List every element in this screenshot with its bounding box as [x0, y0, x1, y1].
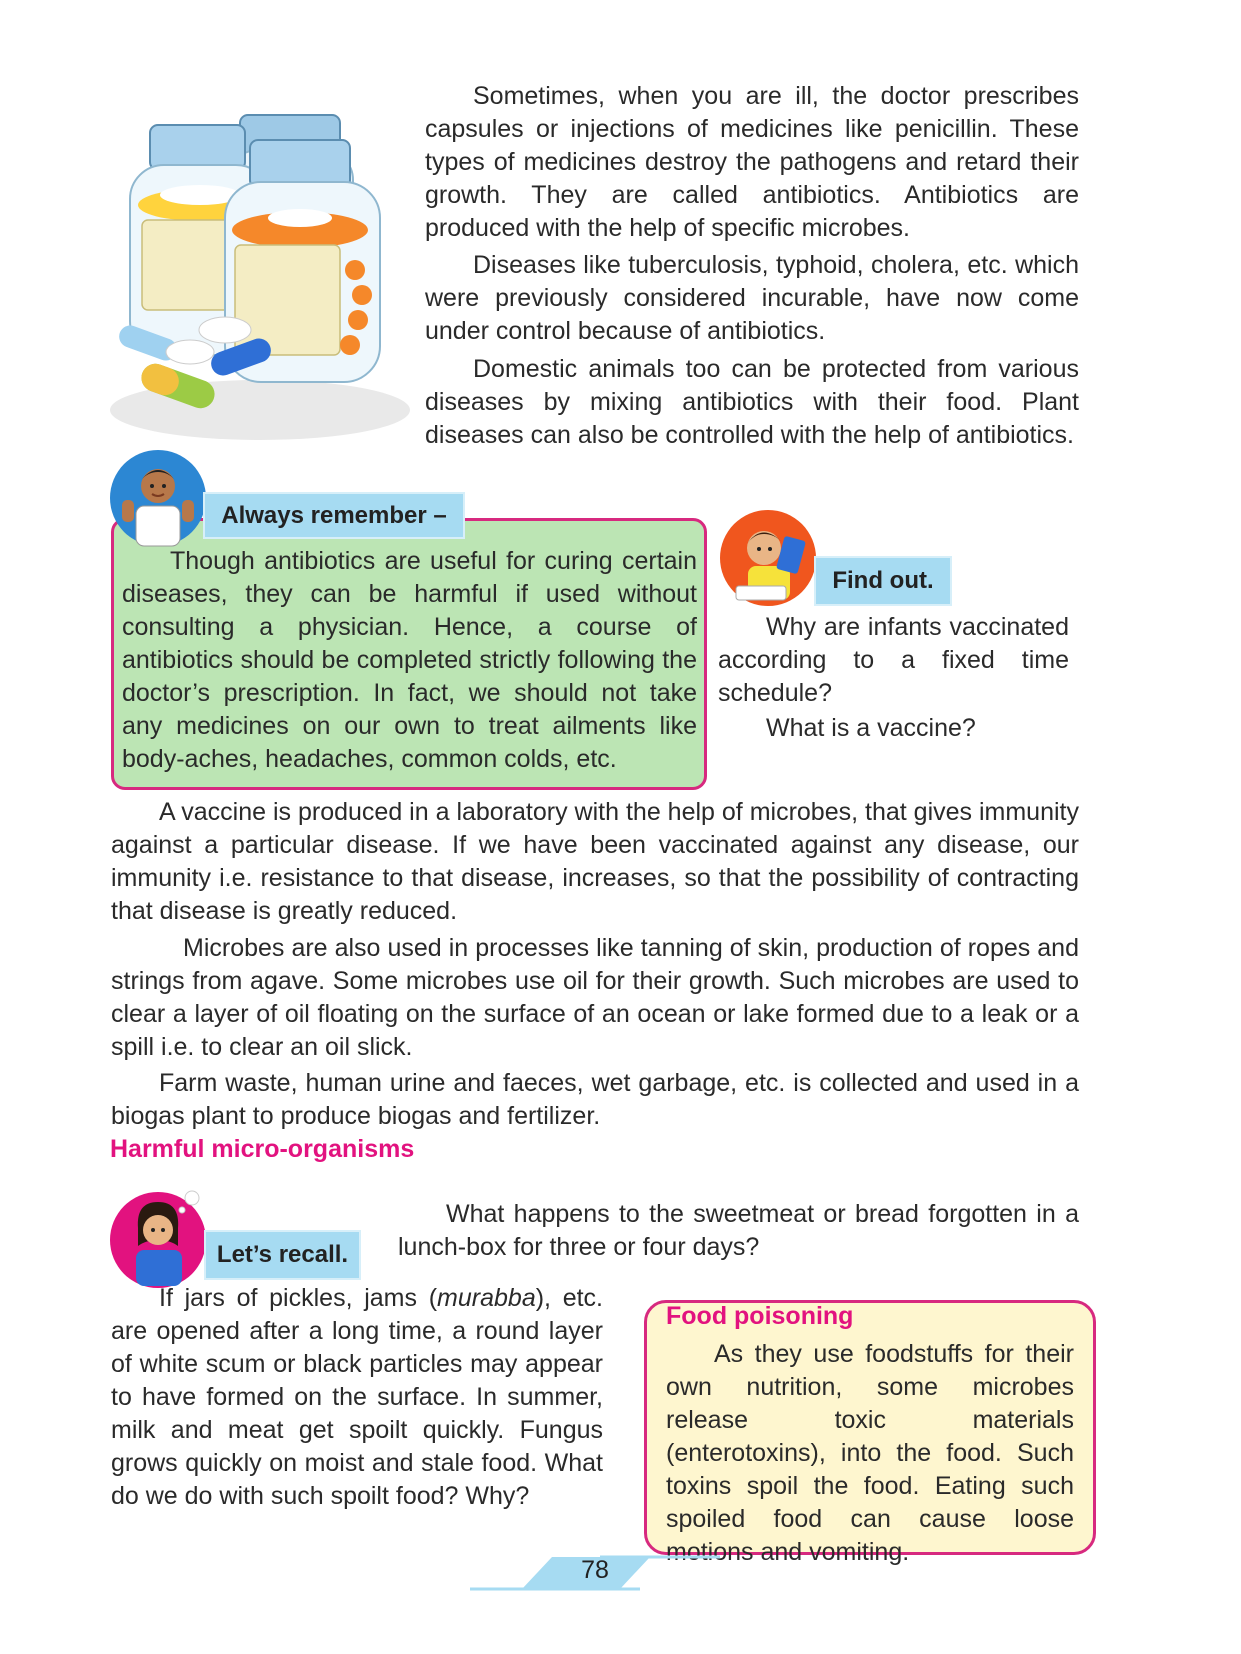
domestic-animals-paragraph: Domestic animals too can be protected from various diseases by mixing antibiotics with their food. Plant diseases can also be controlled with the help of antibiotics. [425, 355, 1079, 449]
microbes-uses-paragraph: Microbes are also used in processes like tanning of skin, production of ropes and strings from agave. Some microbes use oil for their growth. Such microbes are used to clear a layer of oil floating on the surface of an ocean or lake formed due to a leak or a spill i.e. to clear an oil slick. [111, 934, 1079, 1061]
pickles-text-before: If jars of pickles, jams ( [159, 1284, 438, 1312]
medicine-jars-illustration [100, 110, 415, 450]
biogas-paragraph: Farm waste, human urine and faeces, wet garbage, etc. is collected and used in a biogas plant to produce biogas and fertilizer. [111, 1069, 1079, 1130]
food-poisoning-title: Food poisoning [666, 1302, 854, 1330]
harmful-micro-organisms-heading: Harmful micro-organisms [110, 1135, 415, 1163]
boy-student-avatar [108, 448, 208, 548]
pickles-italic-term: murabba [437, 1284, 536, 1312]
page-number: 78 [581, 1556, 609, 1584]
find-out-label: Find out. [814, 556, 952, 606]
boy-reading-avatar [718, 508, 818, 608]
girl-thinking-avatar [108, 1188, 208, 1290]
pickles-text-after: ), etc. are opened after a long time, a round layer of white scum or black particles may appear to have formed on the surface. In summer, milk and meat get spoilt quickly. Fungus grows quickly on moist and stale food. What do we do with such spoilt food? Why? [111, 1284, 603, 1510]
find-out-question-infants: Why are infants vaccinated according to a fixed time schedule? [718, 613, 1069, 707]
lets-recall-label: Let’s recall. [204, 1230, 361, 1280]
pickles-paragraph [111, 1282, 603, 1513]
always-remember-text: Though antibiotics are useful for curing certain diseases, they can be harmful if used without consulting a physician. Hence, a course of antibiotics should be completed strictly following the doctor’s prescription. In fact, we should not take any medicines on our own to treat ailments like body-aches, headaches, common colds, etc. [122, 547, 697, 773]
diseases-paragraph: Diseases like tuberculosis, typhoid, cholera, etc. which were previously considered incurable, have now come under control because of antibiotics. [425, 251, 1079, 345]
antibiotics-paragraph: Sometimes, when you are ill, the doctor prescribes capsules or injections of medicines like penicillin. These types of medicines destroy the pathogens and retard their growth. They are called antibiotics. Antibiotics are produced with the help of specific microbes. [425, 82, 1079, 242]
always-remember-label: Always remember – [203, 492, 465, 539]
vaccine-paragraph: A vaccine is produced in a laboratory with the help of microbes, that gives immunity against a particular disease. If we have been vaccinated against any disease, our immunity i.e. resistance to that disease, increases, so that the possibility of contracting that disease is greatly reduced. [111, 798, 1079, 925]
find-out-question-vaccine: What is a vaccine? [766, 714, 976, 742]
lets-recall-question: What happens to the sweetmeat or bread forgotten in a lunch-box for three or four days? [398, 1200, 1079, 1261]
food-poisoning-text: As they use foodstuffs for their own nutrition, some microbes release toxic materials (enterotoxins), into the food. Such toxins spoil the food. Eating such spoiled food can cause loose motions and vomiting. [666, 1340, 1074, 1566]
